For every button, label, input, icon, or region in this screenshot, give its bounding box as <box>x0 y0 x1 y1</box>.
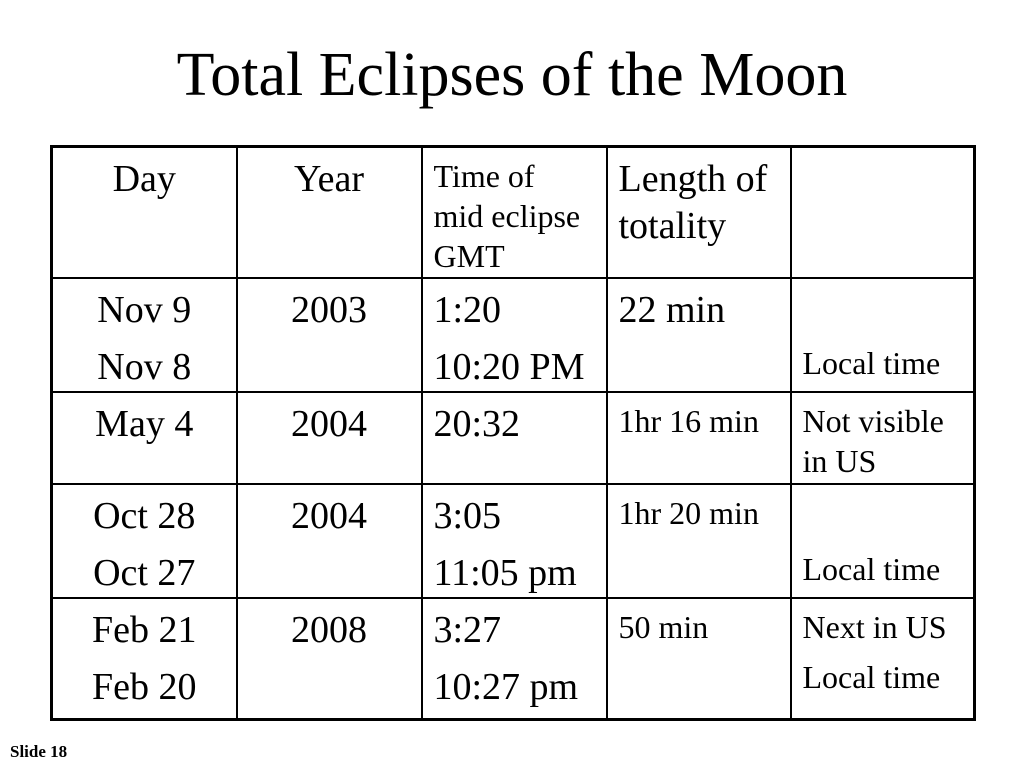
note-value: Local time <box>802 550 941 587</box>
time-value: 10:20 PM <box>433 345 585 388</box>
day-value: Feb 21 <box>92 608 197 651</box>
day-value: Oct 28 <box>93 494 196 537</box>
day-value: Nov 9 <box>97 288 192 331</box>
length-value: 1hr 16 min <box>618 402 759 439</box>
eclipse-table <box>50 145 976 721</box>
day-cell <box>52 278 237 392</box>
table-row <box>52 484 975 598</box>
time-value: 11:05 pm <box>433 551 577 594</box>
header-year-label: Year <box>293 158 365 200</box>
year-cell <box>237 598 422 720</box>
time-cell <box>422 484 607 598</box>
time-value: 20:32 <box>433 402 521 445</box>
time-value: 1:20 <box>433 288 502 331</box>
time-value: 10:27 pm <box>433 665 579 708</box>
time-cell <box>422 278 607 392</box>
note-value: Local time <box>802 344 941 381</box>
slide-title: Total Eclipses of the Moon <box>176 41 848 109</box>
day-cell <box>52 598 237 720</box>
header-cell-time <box>422 147 607 278</box>
day-cell <box>52 392 237 484</box>
header-row <box>52 147 975 278</box>
year-value: 2003 <box>291 288 367 331</box>
year-cell <box>237 392 422 484</box>
notes-cell <box>791 278 975 392</box>
year-cell <box>237 278 422 392</box>
time-value: 3:27 <box>433 608 502 651</box>
header-cell-day <box>52 147 237 278</box>
length-value: 22 min <box>618 288 726 331</box>
length-cell <box>607 392 791 484</box>
notes-cell <box>791 598 975 720</box>
year-cell <box>237 484 422 598</box>
length-cell <box>607 484 791 598</box>
year-value: 2004 <box>291 402 367 445</box>
header-day-label: Day <box>112 158 176 200</box>
length-cell <box>607 598 791 720</box>
header-time-label: Time of mid eclipse GMT <box>433 158 581 274</box>
notes-cell <box>791 484 975 598</box>
notes-spacer <box>803 493 964 549</box>
time-cell <box>422 598 607 720</box>
day-value: Nov 8 <box>97 345 192 388</box>
length-value: 50 min <box>618 608 709 645</box>
time-value: 3:05 <box>433 494 502 537</box>
note-value: Local time <box>802 658 941 695</box>
table-row <box>52 278 975 392</box>
notes-spacer <box>803 287 964 343</box>
day-value: May 4 <box>95 402 194 445</box>
note-value: Next in US <box>802 608 947 645</box>
table-row <box>52 598 975 720</box>
table-row <box>52 392 975 484</box>
header-cell-length <box>607 147 791 278</box>
note-value: Not visible in US <box>802 402 944 479</box>
time-cell <box>422 392 607 484</box>
header-cell-year <box>237 147 422 278</box>
day-value: Oct 27 <box>93 551 196 594</box>
header-cell-notes <box>791 147 975 278</box>
length-cell <box>607 278 791 392</box>
year-value: 2008 <box>291 608 367 651</box>
day-value: Feb 20 <box>92 665 197 708</box>
length-value: 1hr 20 min <box>618 494 759 531</box>
header-length-label: Length of totality <box>618 158 768 247</box>
notes-cell <box>791 392 975 484</box>
year-value: 2004 <box>291 494 367 537</box>
day-cell <box>52 484 237 598</box>
slide-number: Slide 18 <box>10 742 68 761</box>
